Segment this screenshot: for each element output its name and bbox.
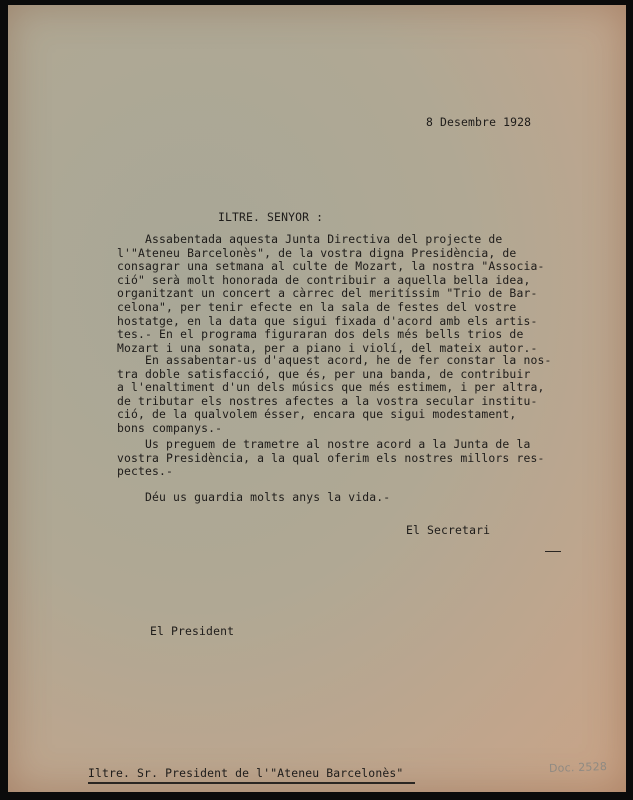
paragraph-2: En assabentar-us d'aquest acord, he de fer constar la nos- tra doble satisfacció, que és, per una banda, de contribuir a l'enaltiment d'un dels músics que més estimem, i per altra, de tributar els nostres afectes a la vostra secular institu- ció, de la qualvolem ésser, encara que sigui modestament, bons companys.- — [117, 353, 552, 435]
paragraph-1: Assabentada aquesta Junta Directiva del projecte de l'"Ateneu Barcelonès", de la vostra digna Presidència, de consagrar una setmana al culte de Mozart, la nostra "Associa- ció" serà molt honorada de contribuir a aquella bella idea, organitzant un concert a càrrec del meritíssim "Trio de Bar- celona", per tenir efecte en la sala de festes del vostre hostatge, en la data que sigui fixada d'acord amb els artis- tes.- En el programa figuraran dos dels més bells trios de Mozart i una sonata, per a piano i violí, del mateix autor.- — [117, 232, 545, 355]
archive-stamp: Doc. 2528 — [548, 759, 608, 776]
paragraph-4: Déu us guardia molts anys la vida.- — [117, 490, 391, 504]
secretary-signature-label: El Secretari — [406, 523, 491, 537]
salutation: ILTRE. SENYOR : — [218, 210, 324, 224]
paragraph-3: Us preguem de trametre al nostre acord a la Junta de la vostra Presidència, a la qual oferim els nostres millors res- pectes.- — [117, 437, 545, 479]
letter-sheet — [8, 5, 626, 792]
letter-date: 8 Desembre 1928 — [426, 115, 532, 129]
president-signature-label: El President — [150, 624, 235, 638]
addressee-underline — [88, 782, 415, 784]
addressee-line: Iltre. Sr. President de l'"Ateneu Barcelonès" — [88, 766, 404, 780]
signature-mark — [545, 551, 561, 552]
